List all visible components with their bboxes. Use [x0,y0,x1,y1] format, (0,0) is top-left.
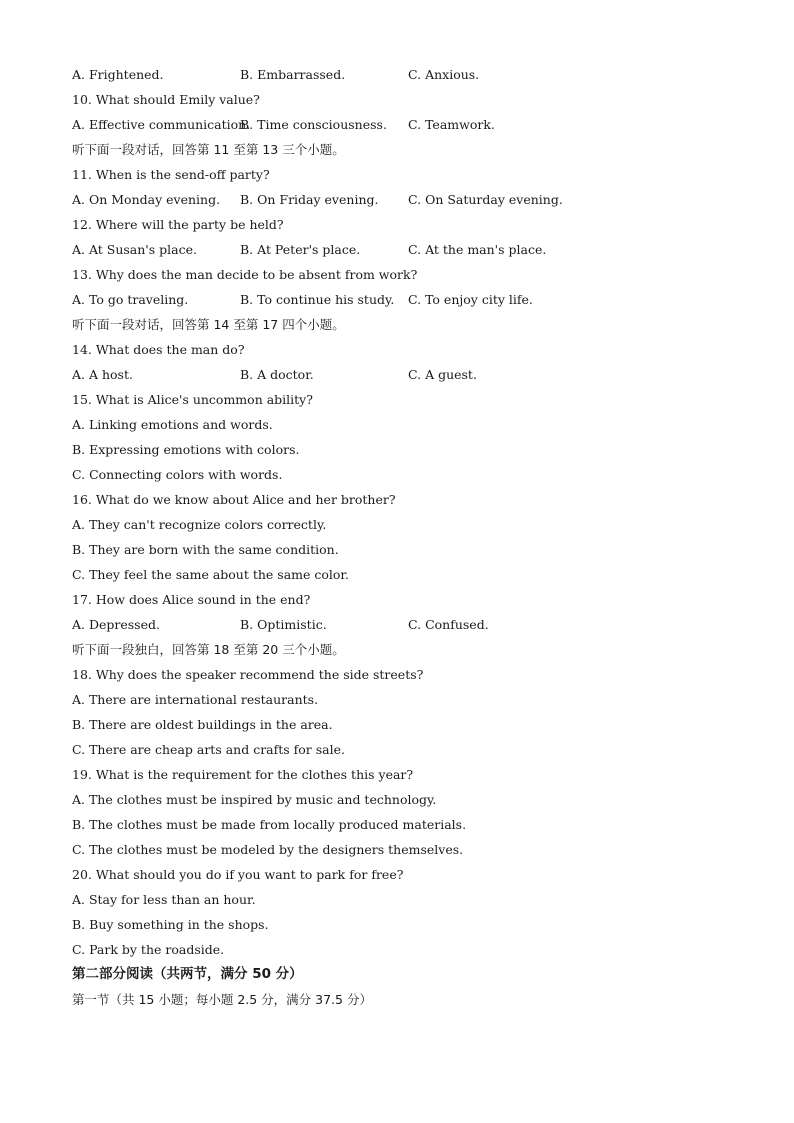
answer-option: B. They are born with the same condition. [72,542,339,557]
answer-option: B. There are oldest buildings in the area. [72,717,333,732]
answer-option: B. Expressing emotions with colors. [72,442,300,457]
option-c: C. Anxious. [408,67,480,82]
question-text: 18. Why does the speaker recommend the side streets? [72,667,424,682]
subsection-title: 第一节（共 15 小题；每小题 2.5 分，满分 37.5 分） [72,992,372,1007]
question-text: 12. Where will the party be held? [72,217,284,232]
answer-option: A. They can't recognize colors correctly. [72,517,327,532]
option-c: C. Confused. [408,617,489,632]
answer-option: B. Buy something in the shops. [72,917,269,932]
question-text: 16. What do we know about Alice and her brother? [72,492,396,507]
option-b: B. To continue his study. [240,292,395,307]
option-c: C. At the man's place. [408,242,547,257]
answer-option: C. The clothes must be modeled by the designers themselves. [72,842,464,857]
answer-options-row [72,287,752,312]
section-title: 第二部分阅读（共两节，满分 50 分） [72,966,303,982]
listening-instruction: 听下面一段对话，回答第 14 至第 17 四个小题。 [72,317,345,332]
option-b: B. On Friday evening. [240,192,379,207]
option-c: C. To enjoy city life. [408,292,533,307]
option-a: A. On Monday evening. [72,192,221,207]
answer-option: A. Stay for less than an hour. [72,892,256,907]
option-a: A. Frightened. [72,67,164,82]
answer-option: C. There are cheap arts and crafts for sale. [72,742,345,757]
option-a: A. Depressed. [72,617,160,632]
question-text: 15. What is Alice's uncommon ability? [72,392,313,407]
option-c: C. Teamwork. [408,117,495,132]
option-b: B. Optimistic. [240,617,327,632]
answer-options-row [72,237,752,262]
question-text: 14. What does the man do? [72,342,245,357]
answer-options-row [72,62,752,87]
answer-option: A. There are international restaurants. [72,692,319,707]
option-a: A. At Susan's place. [72,242,197,257]
question-text: 13. Why does the man decide to be absent from work? [72,267,418,282]
answer-options-row [72,112,752,137]
answer-options-row [72,187,752,212]
question-text: 10. What should Emily value? [72,92,260,107]
answer-option: C. They feel the same about the same color. [72,567,350,582]
answer-option: A. The clothes must be inspired by music and technology. [72,792,437,807]
answer-option: B. The clothes must be made from locally produced materials. [72,817,467,832]
answer-option: C. Connecting colors with words. [72,467,283,482]
listening-instruction: 听下面一段对话，回答第 11 至第 13 三个小题。 [72,142,345,157]
option-c: C. A guest. [408,367,477,382]
question-text: 19. What is the requirement for the clothes this year? [72,767,414,782]
answer-option: A. Linking emotions and words. [72,417,273,432]
question-text: 17. How does Alice sound in the end? [72,592,311,607]
listening-instruction: 听下面一段独白，回答第 18 至第 20 三个小题。 [72,642,345,657]
option-b: B. Embarrassed. [240,67,346,82]
option-b: B. At Peter's place. [240,242,361,257]
answer-option: C. Park by the roadside. [72,942,225,957]
option-a: A. Effective communication. [72,117,251,132]
option-a: A. A host. [72,367,133,382]
question-text: 20. What should you do if you want to park for free? [72,867,404,882]
option-c: C. On Saturday evening. [408,192,563,207]
answer-options-row [72,362,752,387]
document-body [72,62,752,1012]
option-b: B. Time consciousness. [240,117,387,132]
question-text: 11. When is the send-off party? [72,167,270,182]
option-a: A. To go traveling. [72,292,189,307]
answer-options-row [72,612,752,637]
option-b: B. A doctor. [240,367,314,382]
